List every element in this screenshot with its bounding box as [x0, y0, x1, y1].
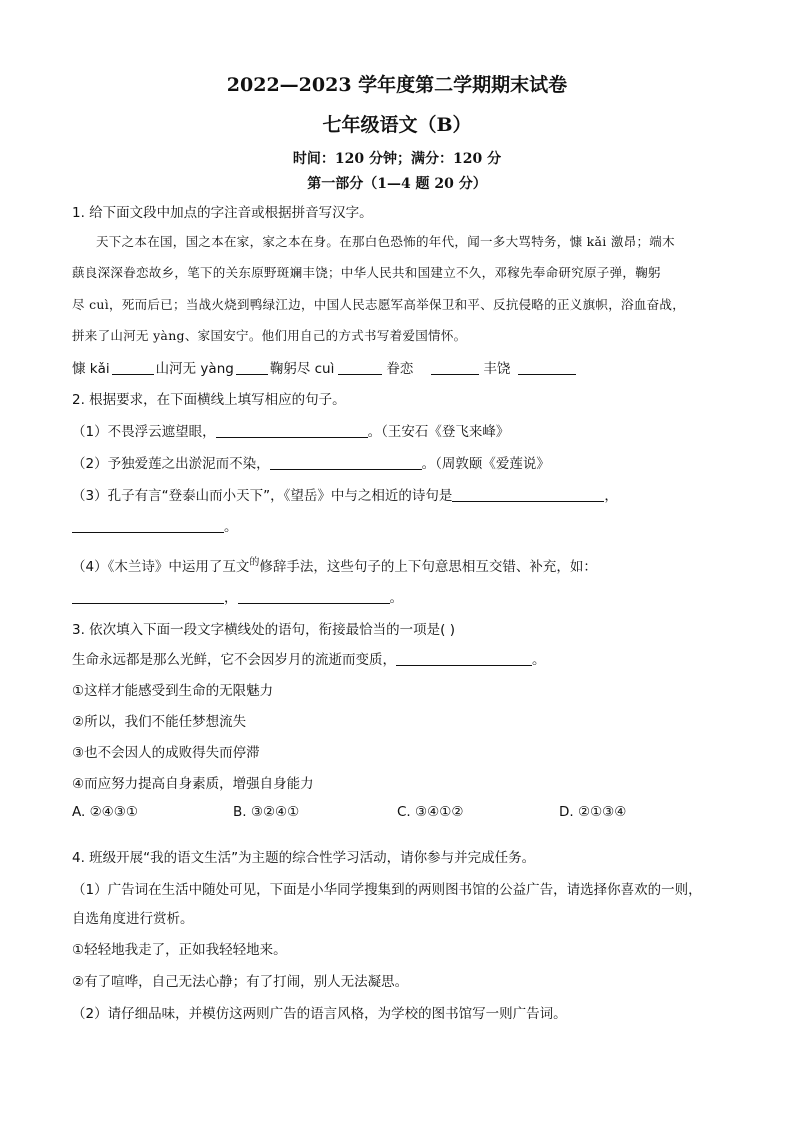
answer-blank[interactable] [236, 361, 268, 375]
q3-choice-a[interactable]: A. ②④③① [72, 804, 138, 820]
q2-item-2: （2）予独爱莲之出淤泥而不染， 。（周敦颐《爱莲说》 [72, 456, 550, 472]
answer-blank[interactable] [452, 488, 604, 502]
q1-stem: 1. 给下面文段中加点的字注音或根据拼音写汉字。 [72, 205, 373, 221]
q1-passage-line: 拼来了山河无 yàng、家国安宁。他们用自己的方式书写着爱国情怀。 [72, 328, 467, 343]
q1-passage-line: 蕻良深深眷恋故乡，笔下的关东原野斑斓丰饶；中华人民共和国建立不久，邓稼先奉命研究原子弹，鞠躬 [72, 265, 661, 280]
part-heading: 第一部分（1—4 题 20 分） [307, 176, 487, 192]
q2-item-4: （4）《木兰诗》中运用了互文$^的$修辞手法，这些句子的上下句意思相互交错、补充，如： [72, 557, 597, 575]
q1-answer-label: 慷 kǎi [72, 361, 110, 377]
q3-option: ①这样才能感受到生命的无限魅力 [72, 683, 274, 699]
q3-sentence: 生命永远都是那么光鲜，它不会因岁月的流逝而变质， 。 [72, 652, 546, 668]
q1-answer-label: 丰饶 [483, 361, 511, 377]
answer-blank[interactable] [270, 456, 422, 470]
answer-blank[interactable] [112, 361, 154, 375]
q1-answer-label: 眷恋 [386, 361, 414, 377]
q2-item-3-cont: 。 [72, 515, 238, 535]
q4-ad-2: ②有了喧哗，自己无法心静；有了打闹，别人无法凝思。 [72, 974, 409, 990]
q2-item-1: （1）不畏浮云遮望眼， 。（王安石《登飞来峰》 [72, 424, 510, 440]
q2-item-3: （3）孔子有言“登泰山而小天下”，《望岳》中与之相近的诗句是 ， [72, 488, 618, 504]
answer-blank[interactable] [238, 590, 390, 604]
answer-blank[interactable] [72, 519, 224, 533]
q4-stem: 4. 班级开展“我的语文生活”为主题的综合性学习活动，请你参与并完成任务。 [72, 850, 536, 866]
q4-ad-1: ①轻轻地我走了，正如我轻轻地来。 [72, 942, 287, 958]
answer-blank[interactable] [396, 652, 532, 666]
q1-answer-label: 山河无 yàng [155, 361, 234, 377]
q2-item-4-cont: ， 。 [72, 586, 403, 606]
q1-passage-line: 尽 cuì，死而后已；当战火烧到鸭绿江边，中国人民志愿军高举保卫和平、反抗侵略的正义旗帜，浴血奋战， [72, 297, 686, 312]
q1-answer-label: 鞠躬尽 cuì [269, 361, 335, 377]
q4-part2: （2）请仔细品味，并模仿这两则广告的语言风格，为学校的图书馆写一则广告词。 [72, 1006, 567, 1022]
exam-subtitle: 七年级语文（B） [322, 114, 472, 136]
answer-blank[interactable] [338, 361, 382, 375]
q3-choice-d[interactable]: D. ②①③④ [559, 804, 627, 820]
q2-stem: 2. 根据要求，在下面横线上填写相应的句子。 [72, 392, 346, 408]
q3-option: ④而应努力提高自身素质，增强自身能力 [72, 776, 314, 792]
q4-part1: （1）广告词在生活中随处可见，下面是小华同学搜集到的两则图书馆的公益广告，请选择你喜欢的一则， [72, 882, 702, 898]
time-info: 时间：120 分钟；满分：120 分 [292, 151, 502, 167]
q1-passage-line: 天下之本在国，国之本在家，家之本在身。在那白色恐怖的年代，闻一多大骂特务，慷 kǎi 激昂；端木 [96, 234, 675, 249]
q1-answer-row [72, 357, 580, 377]
q3-option: ③也不会因人的成败得失而停滞 [72, 745, 260, 761]
q3-choice-b[interactable]: B. ③②④① [233, 804, 300, 820]
q3-stem: 3. 依次填入下面一段文字横线处的语句，衔接最恰当的一项是( ) [72, 622, 455, 638]
q4-part1-cont: 自选角度进行赏析。 [72, 911, 194, 927]
exam-title: 2022—2023 学年度第二学期期末试卷 [226, 74, 568, 96]
q3-option: ②所以，我们不能任梦想流失 [72, 714, 247, 730]
answer-blank[interactable] [216, 424, 368, 438]
answer-blank[interactable] [72, 590, 224, 604]
q3-choice-c[interactable]: C. ③④①② [397, 804, 464, 820]
answer-blank[interactable] [431, 361, 479, 375]
answer-blank[interactable] [518, 361, 576, 375]
